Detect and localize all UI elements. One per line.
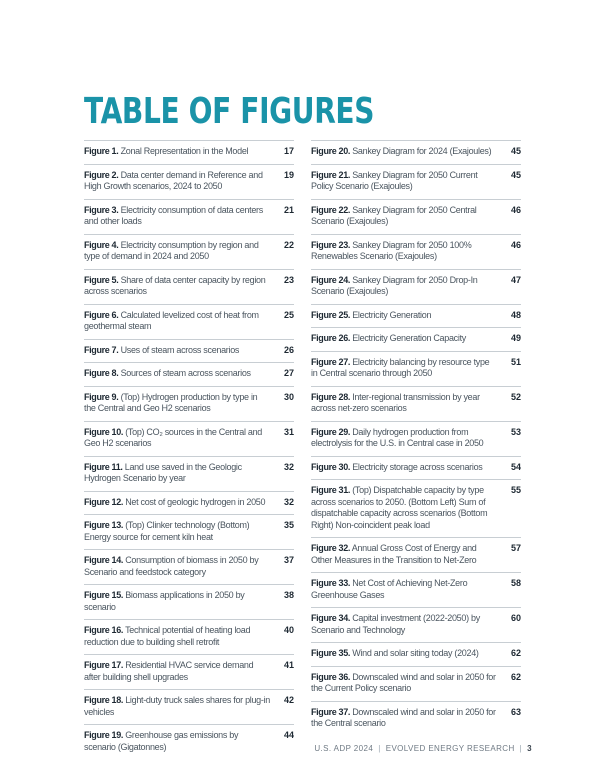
figure-page-number: 62: [510, 671, 521, 682]
figure-number: Figure 7.: [84, 344, 119, 355]
figure-number: Figure 1.: [84, 146, 119, 156]
figure-number: Figure 21.: [311, 169, 351, 180]
figure-number: Figure 2.: [84, 169, 119, 180]
figure-caption: Electricity balancing by resource type in Central scenario through 2050: [311, 356, 490, 378]
figure-number: Figure 27.: [311, 356, 351, 367]
figure-caption: Electricity consumption by region and type of demand in 2024 and 2050: [84, 239, 259, 261]
figure-number: Figure 10.: [84, 426, 124, 437]
figure-entry-text: [311, 543, 497, 566]
figure-entry[interactable]: [84, 339, 294, 363]
figure-entry[interactable]: [311, 269, 521, 304]
figure-page-number: 57: [510, 543, 521, 553]
figure-caption: Sankey Diagram for 2050 Current Policy Scenario (Exajoules): [311, 169, 478, 191]
figure-number: Figure 17.: [84, 660, 124, 670]
figure-entry[interactable]: [311, 537, 521, 572]
figure-page-number: 63: [510, 706, 521, 717]
figure-page-number: 37: [283, 555, 294, 565]
figure-page-number: 45: [510, 169, 521, 180]
figure-entry[interactable]: [84, 654, 294, 689]
page-title: TABLE OF FIGURES: [84, 91, 375, 133]
figure-page-number: 54: [510, 461, 521, 472]
figure-page-number: 26: [283, 344, 294, 355]
figure-entry[interactable]: [84, 234, 294, 269]
figure-caption: Residential HVAC service demand after building shell upgrades: [84, 660, 254, 682]
figure-number: Figure 12.: [84, 496, 124, 507]
figure-entry[interactable]: [311, 479, 521, 537]
figure-number: Figure 4.: [84, 239, 119, 250]
figure-page-number: 42: [283, 695, 294, 705]
figure-number: Figure 24.: [311, 274, 351, 285]
figure-page-number: 44: [283, 730, 294, 740]
figure-entry-text: [84, 695, 270, 718]
figure-number: Figure 19.: [84, 730, 124, 740]
figure-number: Figure 25.: [311, 309, 351, 320]
figure-number: Figure 28.: [311, 391, 351, 402]
figure-entry-text: [84, 660, 270, 683]
figure-entry-text: [311, 240, 497, 263]
figure-entry[interactable]: [311, 351, 521, 386]
figure-number: Figure 16.: [84, 625, 124, 635]
figure-page-number: 40: [283, 625, 294, 635]
figure-entry-text: [84, 520, 270, 543]
figure-list-left: [84, 140, 294, 759]
figure-entry[interactable]: [84, 421, 294, 456]
figure-page-number: 25: [283, 309, 294, 320]
figure-number: Figure 13.: [84, 520, 124, 530]
figure-entry[interactable]: [311, 304, 521, 328]
figure-caption: Sources of steam across scenarios: [120, 368, 251, 378]
figure-page-number: 52: [510, 391, 521, 402]
figure-entry-text: [84, 555, 270, 578]
figure-entry[interactable]: [84, 386, 294, 421]
figure-caption: (Top) Dispatchable capacity by type across scenarios to 2050. (Bottom Left) Sum of dispatchable capacity across scenarios (Bottom Right) Non-coincident peak load: [311, 485, 488, 530]
figure-entry-text: [311, 462, 497, 474]
figure-entry[interactable]: [84, 140, 294, 164]
figure-number: Figure 5.: [84, 274, 119, 285]
figure-entry-text: [311, 275, 497, 298]
figure-number: Figure 11.: [84, 461, 123, 472]
figure-entry-text: [311, 672, 497, 695]
figure-entry[interactable]: [84, 584, 294, 619]
figure-page-number: 62: [510, 648, 521, 658]
figure-entry[interactable]: [84, 491, 294, 515]
figure-entry-text: [84, 345, 270, 357]
figure-number: Figure 37.: [311, 706, 351, 717]
figure-entry[interactable]: [311, 701, 521, 736]
figure-entry[interactable]: [311, 327, 521, 351]
figure-entry[interactable]: [84, 199, 294, 234]
figure-caption: Zonal Representation in the Model: [120, 146, 249, 156]
figure-page-number: 17: [283, 146, 294, 156]
figure-entry-text: [311, 333, 497, 345]
figure-caption: Light-duty truck sales shares for plug-in vehicles: [84, 695, 270, 717]
figure-caption: Net cost of geologic hydrogen in 2050: [125, 496, 266, 507]
figure-caption: (Top) CO₂ sources in the Central and Geo H2 scenarios: [84, 426, 262, 448]
figure-caption: Downscaled wind and solar in 2050 for the Current Policy scenario: [311, 671, 496, 693]
figure-caption: Land use saved in the Geologic Hydrogen Scenario by year: [84, 461, 242, 483]
figure-number: Figure 34.: [311, 613, 351, 623]
figure-caption: Electricity Generation: [352, 309, 432, 320]
figure-page-number: 32: [283, 461, 294, 472]
figure-page-number: 60: [510, 613, 521, 623]
figure-number: Figure 8.: [84, 368, 119, 378]
figure-page-number: 45: [510, 146, 521, 156]
figure-entry-text: [311, 392, 497, 415]
figure-entry-text: [84, 462, 270, 485]
figure-caption: Greenhouse gas emissions by scenario (Gigatonnes): [84, 730, 239, 752]
figure-number: Figure 33.: [311, 578, 351, 588]
figure-entry[interactable]: [311, 607, 521, 642]
figure-page-number: 51: [510, 356, 521, 367]
footer-org: EVOLVED ENERGY RESEARCH: [385, 744, 515, 753]
figure-page-number: 48: [510, 309, 521, 320]
figure-entry-text: [84, 427, 270, 450]
figure-page-number: 19: [283, 169, 294, 180]
figure-caption: Wind and solar siting today (2024): [352, 648, 479, 658]
figure-entry-text: [311, 613, 497, 636]
figure-page-number: 22: [283, 239, 294, 250]
figure-caption: Sankey Diagram for 2050 Central Scenario (Exajoules): [311, 204, 477, 226]
figure-number: Figure 30.: [311, 461, 351, 472]
figure-entry-text: [84, 275, 270, 298]
figure-caption: Electricity consumption of data centers and other loads: [84, 204, 263, 226]
figure-page-number: 41: [283, 660, 294, 670]
figure-entry-text: [311, 357, 497, 380]
figure-entry[interactable]: [311, 421, 521, 456]
figure-caption: Consumption of biomass in 2050 by Scenario and feedstock category: [84, 555, 259, 577]
figure-entry-text: [311, 146, 497, 158]
figure-caption: Annual Gross Cost of Energy and Other Measures in the Transition to Net-Zero: [311, 543, 477, 565]
figure-entry-text: [84, 590, 270, 613]
figure-entry-text: [84, 310, 270, 333]
figure-entry[interactable]: [84, 724, 294, 759]
figure-number: Figure 26.: [311, 333, 351, 343]
figure-caption: Calculated levelized cost of heat from geothermal steam: [84, 309, 259, 331]
figure-page-number: 27: [283, 368, 294, 378]
figure-page-number: 32: [283, 496, 294, 507]
figure-caption: Biomass applications in 2050 by scenario: [84, 590, 245, 612]
figure-entry[interactable]: [84, 304, 294, 339]
figure-number: Figure 22.: [311, 204, 351, 215]
figure-entry-text: [84, 240, 270, 263]
figure-entry-text: [311, 485, 497, 531]
figure-number: Figure 36.: [311, 671, 351, 682]
figure-number: Figure 6.: [84, 309, 119, 320]
figure-page-number: 49: [510, 333, 521, 343]
figure-caption: Sankey Diagram for 2050 100% Renewables Scenario (Exajoules): [311, 239, 472, 261]
figure-number: Figure 3.: [84, 204, 119, 215]
figure-number: Figure 15.: [84, 590, 124, 600]
figure-entry[interactable]: [311, 234, 521, 269]
figure-page-number: 53: [510, 426, 521, 437]
figure-page-number: 21: [283, 204, 294, 215]
figure-number: Figure 31.: [311, 485, 351, 495]
figure-entry[interactable]: [84, 456, 294, 491]
figure-page-number: 55: [510, 485, 521, 495]
figure-entry[interactable]: [84, 514, 294, 549]
figure-caption: Electricity Generation Capacity: [352, 333, 466, 343]
figure-entry[interactable]: [311, 456, 521, 480]
figure-entry[interactable]: [311, 642, 521, 666]
figure-entry[interactable]: [84, 689, 294, 724]
figure-entry[interactable]: [311, 386, 521, 421]
figure-entry-text: [311, 310, 497, 322]
figure-page-number: 31: [283, 426, 294, 437]
figure-page-number: 47: [510, 274, 521, 285]
figure-caption: Sankey Diagram for 2050 Drop-In Scenario (Exajoules): [311, 274, 478, 296]
figure-caption: Data center demand in Reference and High Growth scenarios, 2024 to 2050: [84, 169, 263, 191]
figure-caption: Net Cost of Achieving Net-Zero Greenhouse Gases: [311, 578, 468, 600]
figure-page-number: 38: [283, 590, 294, 600]
figure-entry-text: [84, 146, 270, 158]
figure-page-number: 23: [283, 274, 294, 285]
figure-list-right: [311, 140, 521, 736]
figure-caption: Inter-regional transmission by year across net-zero scenarios: [311, 391, 480, 413]
figure-caption: Uses of steam across scenarios: [120, 344, 240, 355]
figure-entry-text: [84, 368, 270, 380]
figure-page-number: 46: [510, 239, 521, 250]
footer-separator: |: [378, 744, 381, 753]
figure-entry[interactable]: [84, 619, 294, 654]
figure-number: Figure 29.: [311, 426, 351, 437]
figure-page-number: 46: [510, 204, 521, 215]
figure-entry-text: [311, 707, 497, 730]
figure-entry-text: [311, 170, 497, 193]
figure-caption: Downscaled wind and solar in 2050 for the Central scenario: [311, 706, 496, 728]
figure-entry-text: [311, 205, 497, 228]
figure-caption: Capital investment (2022-2050) by Scenario and Technology: [311, 613, 480, 635]
figure-page-number: 58: [510, 578, 521, 588]
figure-number: Figure 35.: [311, 648, 351, 658]
figure-entry[interactable]: [84, 549, 294, 584]
figure-caption: Share of data center capacity by region across scenarios: [84, 274, 266, 296]
figure-caption: Technical potential of heating load reduction due to building shell retrofit: [84, 625, 251, 647]
figure-entry[interactable]: [84, 362, 294, 386]
figure-entry[interactable]: [311, 199, 521, 234]
figure-entry[interactable]: [311, 164, 521, 199]
figure-number: Figure 9.: [84, 391, 119, 402]
figure-entry[interactable]: [84, 164, 294, 199]
figure-entry-text: [84, 392, 270, 415]
figure-entry-text: [84, 497, 270, 509]
figure-caption: Daily hydrogen production from electrolysis for the U.S. in Central case in 2050: [311, 426, 484, 448]
figure-caption: Sankey Diagram for 2024 (Exajoules): [352, 146, 492, 156]
figure-number: Figure 18.: [84, 695, 124, 705]
figure-number: Figure 32.: [311, 543, 351, 553]
figure-entry[interactable]: [311, 666, 521, 701]
footer-separator: |: [519, 744, 523, 753]
figure-number: Figure 23.: [311, 239, 351, 250]
figure-entry-text: [311, 427, 497, 450]
figure-number: Figure 14.: [84, 555, 124, 565]
page-footer: [0, 744, 532, 753]
figure-caption: (Top) Clinker technology (Bottom) Energy source for cement kiln heat: [84, 520, 250, 542]
figure-caption: (Top) Hydrogen production by type in the Central and Geo H2 scenarios: [84, 391, 258, 413]
figure-entry[interactable]: [311, 140, 521, 164]
figure-entry-text: [311, 648, 497, 660]
figure-entry[interactable]: [311, 572, 521, 607]
figure-entry[interactable]: [84, 269, 294, 304]
figure-entry-text: [84, 625, 270, 648]
figure-page-number: 30: [283, 391, 294, 402]
figure-caption: Electricity storage across scenarios: [352, 461, 483, 472]
figure-number: Figure 20.: [311, 146, 351, 156]
footer-report: U.S. ADP 2024: [314, 744, 374, 753]
figure-entry-text: [84, 170, 270, 193]
figure-entry-text: [311, 578, 497, 601]
figure-entry-text: [84, 205, 270, 228]
figure-page-number: 35: [283, 520, 294, 530]
footer-page-number: 3: [527, 744, 532, 753]
